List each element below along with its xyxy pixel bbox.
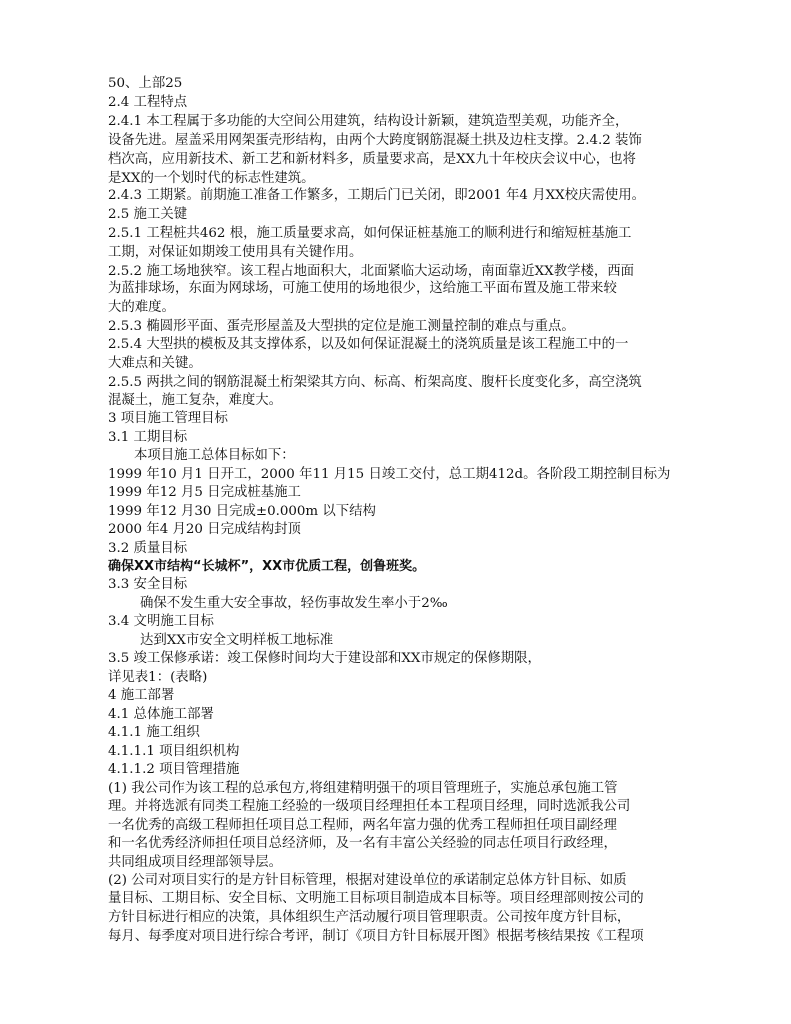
heading-line: 50、上部25 xyxy=(108,76,183,91)
paragraph-line: 和一名优秀经济师担任项目总经济师，及一名有丰富公关经验的同志任项目行政经理， xyxy=(108,836,617,851)
paragraph-line: 量目标、工期目标、安全目标、文明施工目标项目制造成本目标等。项目经理部则按公司的 xyxy=(108,891,644,906)
paragraph-line: (1) 我公司作为该工程的总承包方,将组建精明强干的项目管理班子，实施总承包施工管 xyxy=(108,781,618,796)
paragraph-line: 达到XX市安全文明样板工地标准 xyxy=(140,633,334,648)
paragraph-line: 本项目施工总体目标如下： xyxy=(134,448,295,463)
section-heading: 4.1.1.1 项目组织机构 xyxy=(108,744,240,759)
paragraph-line: 2.5.2 施工场地狭窄。该工程占地面积大，北面紧临大运动场，南面靠近XX教学楼，西面 xyxy=(108,264,635,279)
paragraph-line: 混凝土，施工复杂，难度大。 xyxy=(108,393,283,408)
paragraph-line: 1999 年10 月1 日开工，2000 年11 月15 日竣工交付，总工期412d。各阶段工期控制目标为 xyxy=(108,467,671,482)
paragraph-line: 2.5.1 工程桩共462 根，施工质量要求高，如何保证桩基施工的顺利进行和缩短桩基施工 xyxy=(108,226,632,241)
section-heading: 3.3 安全目标 xyxy=(108,577,188,592)
section-heading: 3.1 工期目标 xyxy=(108,430,188,445)
section-heading: 3 项目施工管理目标 xyxy=(108,411,228,426)
section-heading: 4.1.1 施工组织 xyxy=(108,725,200,740)
paragraph-line: 1999 年12 月5 日完成桩基施工 xyxy=(108,485,301,500)
paragraph-line: 设备先进。屋盖采用网架蛋壳形结构，由两个大跨度钢筋混凝土拱及边柱支撑。2.4.2 装饰 xyxy=(108,133,642,148)
paragraph-line: 2.4.1 本工程属于多功能的大空间公用建筑，结构设计新颖，建筑造型美观，功能齐全， xyxy=(108,114,629,129)
section-heading: 3.4 文明施工目标 xyxy=(108,614,214,629)
section-heading: 3.2 质量目标 xyxy=(108,541,188,556)
paragraph-line: 1999 年12 月30 日完成±0.000m 以下结构 xyxy=(108,504,376,519)
paragraph-line: 详见表1：(表略) xyxy=(108,670,208,685)
section-heading: 4.1.1.2 项目管理措施 xyxy=(108,762,240,777)
paragraph-line: 2000 年4 月20 日完成结构封顶 xyxy=(108,522,301,537)
section-heading: 2.5 施工关键 xyxy=(108,207,188,222)
section-heading: 4 施工部署 xyxy=(108,688,175,703)
paragraph-line: 2.5.4 大型拱的模板及其支撑体系，以及如何保证混凝土的浇筑质量是该工程施工中的一 xyxy=(108,337,629,352)
paragraph-line: 共同组成项目经理部领导层。 xyxy=(108,855,283,870)
paragraph-line: 一名优秀的高级工程师担任项目总工程师，两名年富力强的优秀工程师担任项目副经理 xyxy=(108,818,617,833)
paragraph-line: 工期，对保证如期竣工使用具有关键作用。 xyxy=(108,245,363,260)
paragraph-line: 大难点和关键。 xyxy=(108,356,202,371)
section-heading: 2.4 工程特点 xyxy=(108,95,188,110)
paragraph-line: 理。并将选派有同类工程施工经验的一级项目经理担任本工程项目经理，同时选派我公司 xyxy=(108,799,631,814)
paragraph-line: 2.5.5 两拱之间的钢筋混凝土桁架梁其方向、标高、桁架高度、腹杆长度变化多，高空浇筑 xyxy=(108,375,642,390)
quality-goal-statement: 确保XX市结构“长城杯”，XX市优质工程，创鲁班奖。 xyxy=(108,559,426,574)
paragraph-line: 大的难度。 xyxy=(108,300,175,315)
paragraph-line: 为蓝排球场，东面为网球场，可施工使用的场地很少，这给施工平面布置及施工带来较 xyxy=(108,281,617,296)
paragraph-line: 档次高，应用新技术、新工艺和新材料多，质量要求高，是XX九十年校庆会议中心，也将 xyxy=(108,152,636,167)
paragraph-line: 每月、每季度对项目进行综合考评，制订《项目方针目标展开图》根据考核结果按《工程项 xyxy=(108,929,644,944)
paragraph-line: (2) 公司对项目实行的是方针目标管理，根据对建设单位的承诺制定总体方针目标、如质 xyxy=(108,873,627,888)
paragraph-line: 2.4.3 工期紧。前期施工准备工作繁多，工期后门已关闭，即2001 年4 月XX校庆需使用。 xyxy=(108,188,646,203)
paragraph-line: 确保不发生重大安全事故，轻伤事故发生率小于2‰ xyxy=(140,596,448,611)
paragraph-line: 2.5.3 椭圆形平面、蛋壳形屋盖及大型拱的定位是施工测量控制的难点与重点。 xyxy=(108,319,575,334)
paragraph-line: 3.5 竣工保修承诺：竣工保修时间均大于建设部和XX市规定的保修期限， xyxy=(108,651,541,666)
paragraph-line: 方针目标进行相应的决策，具体组织生产活动履行项目管理职责。公司按年度方针目标， xyxy=(108,910,631,925)
section-heading: 4.1 总体施工部署 xyxy=(108,707,214,722)
paragraph-line: 是XX的一个划时代的标志性建筑。 xyxy=(108,171,315,186)
